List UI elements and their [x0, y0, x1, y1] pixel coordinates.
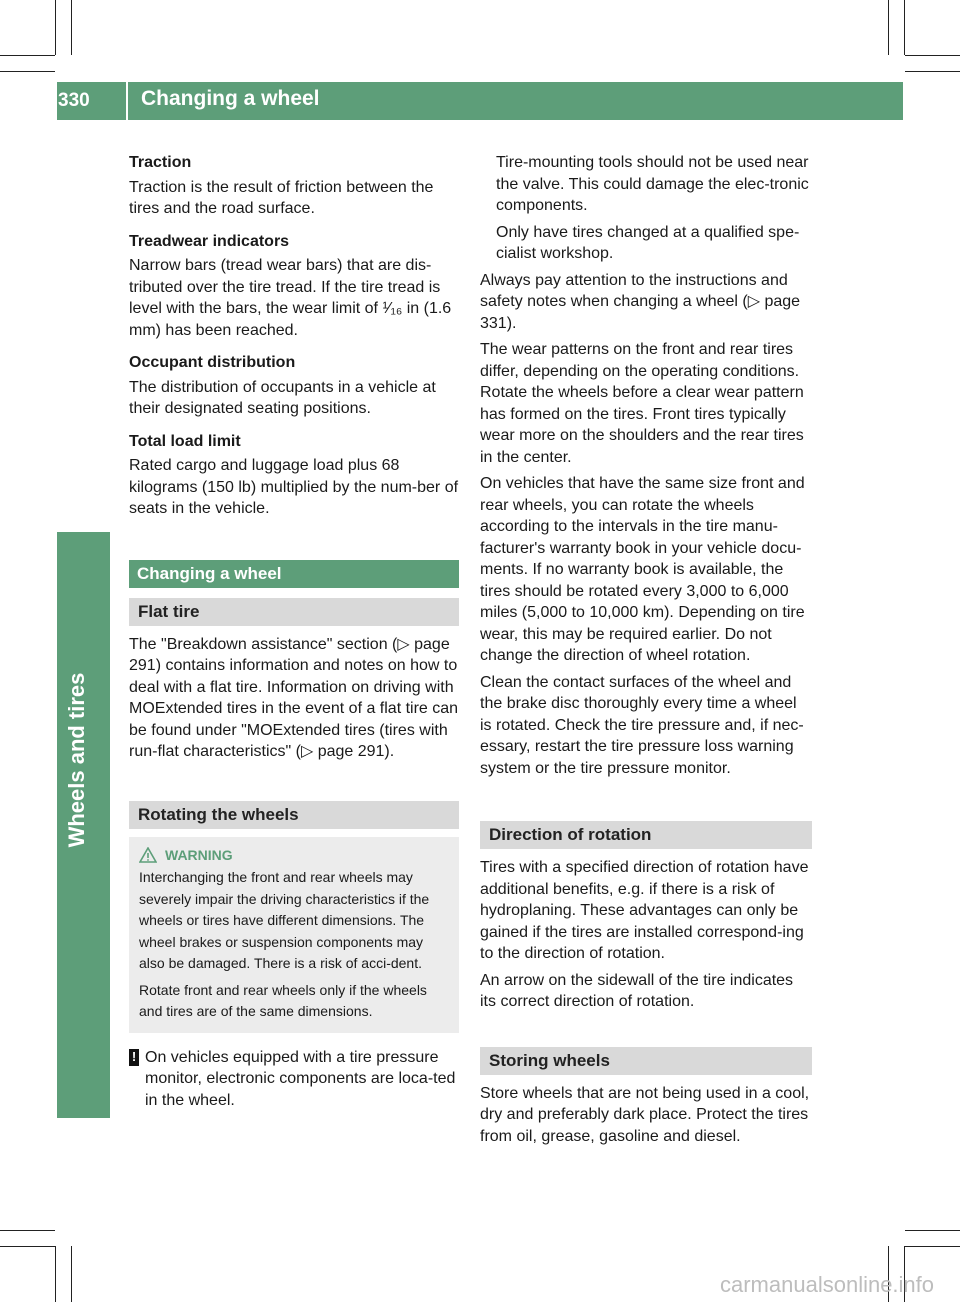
crop-mark — [0, 55, 55, 56]
traction-text: Traction is the result of friction between the tires and the road surface. — [129, 178, 434, 217]
load-limit-text: Rated cargo and luggage load plus 68 kilograms (150 lb) multiplied by the num-ber of seats in the vehicle. — [129, 457, 459, 517]
crop-mark — [905, 55, 960, 56]
storing-wheels-heading: Storing wheels — [480, 1047, 812, 1075]
rotation-para-1: Always pay attention to the instructions and safety notes when changing a wheel (▷ page 331). — [480, 271, 801, 332]
crop-mark — [0, 71, 55, 72]
crop-mark — [55, 0, 56, 55]
chapter-label: Wheels and tires — [64, 672, 89, 848]
load-limit-heading: Total load limit — [129, 432, 241, 450]
crop-mark — [905, 1230, 960, 1231]
direction-rotation-heading: Direction of rotation — [480, 821, 812, 849]
crop-mark — [904, 0, 905, 55]
treadwear-heading: Treadwear indicators — [129, 232, 290, 250]
flat-tire-heading: Flat tire — [129, 598, 459, 626]
note-block — [129, 1047, 459, 1117]
warning-text-1: Interchanging the front and rear wheels may severely impair the driving characteristics if the wheels or tires have different dimensions. The wheel brakes or suspension components may also be damaged. There is a risk of acci-dent. — [139, 869, 430, 971]
crop-mark — [905, 1246, 960, 1247]
left-column — [129, 152, 459, 1116]
occupant-text: The distribution of occupants in a vehicle at their designated seating positions. — [129, 378, 436, 417]
rotating-wheels-heading: Rotating the wheels — [129, 801, 459, 829]
rotation-para-2: The wear patterns on the front and rear tires differ, depending on the operating conditions. Rotate the wheels before a clear wear pattern has formed on the tires. Front tires typically wear more on the shoulders and the rear tires in the center. — [480, 341, 804, 466]
note-continued-2: Only have tires changed at a qualified spe-cialist workshop. — [496, 223, 800, 262]
right-column — [480, 152, 812, 1152]
note-exclamation-icon: ! — [129, 1049, 139, 1066]
crop-mark — [888, 0, 889, 55]
treadwear-text: Narrow bars (tread wear bars) that are dis-tributed over the tire tread. If the tire tread is level with the bars, the wear limit of ¹⁄₁₆ in (1.6 mm) has been reached. — [129, 257, 452, 339]
warning-title — [139, 845, 451, 867]
watermark: carmanualsonline.info — [720, 1272, 935, 1297]
crop-mark — [55, 1246, 56, 1302]
direction-text-2: An arrow on the sidewall of the tire indicates its correct direction of rotation. — [480, 971, 794, 1010]
warning-title-text: WARNING — [165, 846, 233, 863]
note-text: On vehicles equipped with a tire pressure monitor, electronic components are loca-ted in the wheel. — [145, 1048, 456, 1109]
note-continued-1: Tire-mounting tools should not be used near the valve. This could damage the elec-tronic components. — [496, 154, 809, 214]
warning-box — [129, 837, 459, 1033]
warning-text-2: Rotate front and rear wheels only if the wheels and tires are of the same dimensions. — [139, 981, 427, 1019]
crop-mark — [0, 1246, 55, 1247]
traction-heading: Traction — [129, 154, 192, 171]
flat-tire-text: The "Breakdown assistance" section (▷ page 291) contains information and notes on how to deal with a flat tire. Information on driving with MOExtended tires in the event of a flat tire can be found under "MOExtended tires (tires with run-flat characteristics" (▷ page 291). — [129, 635, 459, 760]
crop-mark — [0, 1230, 55, 1231]
header-divider — [126, 82, 128, 120]
page-title: Changing a wheel — [141, 87, 320, 110]
occupant-heading: Occupant distribution — [129, 354, 296, 371]
page-number: 330 — [58, 90, 90, 111]
crop-mark — [905, 71, 960, 72]
changing-wheel-section-heading: Changing a wheel — [129, 560, 459, 588]
rotation-para-4: Clean the contact surfaces of the wheel and the brake disc thoroughly every time a wheel is rotated. Check the tire pressure and, if nec-essary, restart the tire pressure loss warning system or the tire pressure monitor. — [480, 673, 804, 777]
crop-mark — [71, 1246, 72, 1302]
crop-mark — [71, 0, 72, 55]
rotation-para-3: On vehicles that have the same size front and rear wheels, you can rotate the wheels according to the intervals in the tire manu-facturer's warranty book in your vehicle docu-ments. If no warranty book is available, the tires should be rotated every 3,000 to 6,000 miles (5,000 to 10,000 km). Depending on tire wear, this may be required earlier. Do not change the direction of wheel rotation. — [480, 475, 805, 664]
warning-triangle-icon — [139, 847, 157, 863]
direction-text-1: Tires with a specified direction of rotation have additional benefits, e.g. if there is a risk of hydroplaning. These advantages can only be gained if the tires are installed correspond-ing to the direction of rotation. — [480, 859, 809, 962]
storing-text: Store wheels that are not being used in a cool, dry and preferably dark place. Protect the tires from oil, grease, gasoline and diesel. — [480, 1084, 810, 1145]
